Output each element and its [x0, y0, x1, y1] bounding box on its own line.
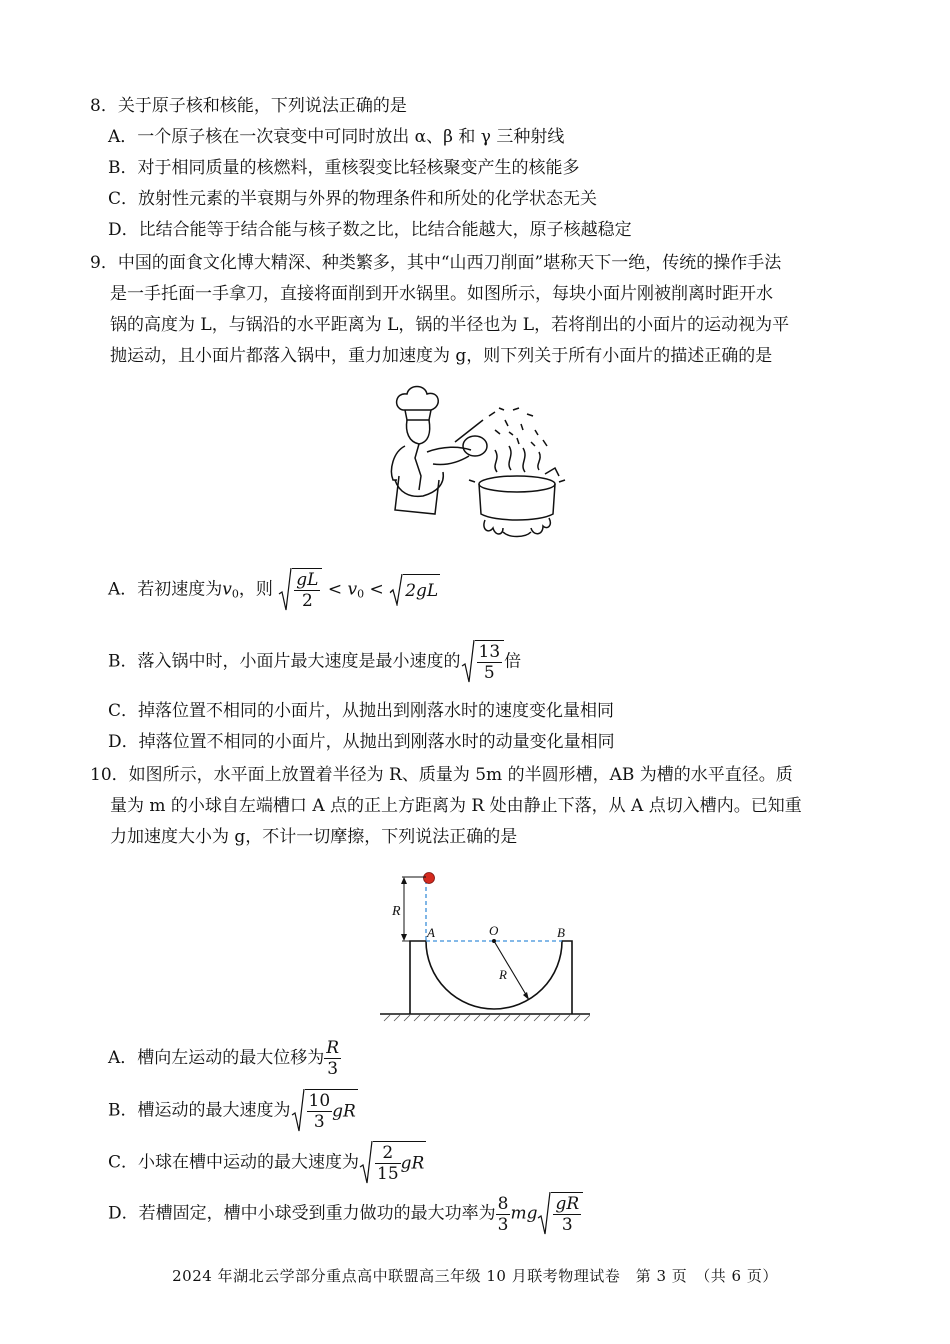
q9-option-b [108, 640, 521, 684]
q10-d-denominator: 3 [497, 1214, 509, 1235]
label-radius-R: R [499, 967, 507, 982]
q10-option-c-label: C．小球在槽中运动的最大速度为 [108, 1152, 360, 1173]
q10-stem-line-2: 量为 m 的小球自左端槽口 A 点的正上方距离为 R 处由静止下落，从 A 点切入槽内。已知重 [110, 796, 802, 816]
q10-b-denominator: 3 [313, 1112, 325, 1132]
q8-stem: 8．关于原子核和核能，下列说法正确的是 [90, 96, 407, 116]
sqrt-10-over-3-gR [291, 1089, 358, 1133]
q9-a-denominator: 2 [301, 591, 313, 611]
q8-option-d: D．比结合能等于结合能与核子数之比，比结合能越大，原子核越稳定 [108, 220, 632, 240]
q9-option-a [108, 568, 440, 612]
q10-d-rad-denominator: 3 [561, 1215, 573, 1235]
q10-option-d [108, 1192, 583, 1236]
ground-hatch [384, 1015, 590, 1021]
q9-b-denominator: 5 [483, 663, 495, 683]
v0-subscript-mid: 0 [357, 587, 365, 601]
q10-c-denominator: 15 [377, 1164, 399, 1184]
v0-symbol: v [222, 579, 232, 600]
q10-option-b [108, 1089, 358, 1133]
q10-option-b-label: B．槽运动的最大速度为 [108, 1100, 291, 1121]
q10-option-d-label: D．若槽固定，槽中小球受到重力做功的最大功率为 [108, 1203, 496, 1224]
q10-d-mg: mg [510, 1203, 538, 1224]
groove-body [410, 941, 572, 1014]
q9-option-b-label: B．落入锅中时，小面片最大速度是最小速度的 [108, 651, 461, 672]
sqrt-gR-over-3 [537, 1192, 583, 1236]
semicircle-groove-diagram [380, 866, 590, 1026]
q8-option-a: A．一个原子核在一次衰变中可同时放出 α、β 和 γ 三种射线 [108, 127, 565, 147]
q9-b-numerator: 13 [478, 642, 501, 662]
q10-option-c [108, 1141, 426, 1185]
label-O: O [489, 923, 499, 938]
less-than-1: < [322, 579, 348, 600]
q9-option-c: C．掉落位置不相同的小面片，从抛出到刚落水时的速度变化量相同 [108, 701, 615, 721]
sqrt-2gL [389, 574, 440, 606]
q9-option-d: D．掉落位置不相同的小面片，从抛出到刚落水时的动量变化量相同 [108, 732, 615, 752]
q10-b-gR: gR [332, 1101, 356, 1122]
q9-stem-line-1: 9．中国的面食文化博大精深、种类繁多，其中“山西刀削面”堪称天下一绝，传统的操作手法 [90, 253, 782, 273]
page-footer: 2024 年湖北云学部分重点高中联盟高三年级 10 月联考物理试卷 第 3 页 （共 6 页） [172, 1267, 778, 1285]
q9-a-numerator: gL [296, 570, 319, 590]
q10-d-numerator: 8 [497, 1193, 509, 1214]
v0-subscript: 0 [231, 587, 239, 601]
q9-stem-line-4: 抛运动，且小面片都落入锅中，重力加速度为 g，则下列关于所有小面片的描述正确的是 [110, 346, 773, 366]
q9-stem-line-3: 锅的高度为 L，与锅沿的水平距离为 L，锅的半径也为 L，若将削出的小面片的运动视为平 [110, 315, 790, 335]
label-A: A [427, 925, 435, 940]
q9-option-a-label: A．若初速度为 [108, 579, 223, 600]
sqrt-gL-over-2 [278, 568, 322, 612]
q8-option-b: B．对于相同质量的核燃料，重核裂变比轻核聚变产生的核能多 [108, 158, 580, 178]
q9-option-a-comma: ，则 [238, 579, 273, 600]
chef-noodle-illustration [385, 380, 570, 540]
label-height-R: R [392, 904, 401, 919]
q8-option-c: C．放射性元素的半衰期与外界的物理条件和所处的化学状态无关 [108, 189, 598, 209]
q9-a-radicand: 2gL [403, 574, 440, 606]
q10-b-numerator: 10 [308, 1091, 331, 1111]
sqrt-2-over-15-gR [359, 1141, 426, 1185]
q10-stem-line-1: 10．如图所示，水平面上放置着半径为 R、质量为 5m 的半圆形槽，AB 为槽的水平直径。质 [90, 765, 793, 785]
q9-option-b-suffix: 倍 [504, 651, 522, 672]
q10-option-a [108, 1038, 341, 1079]
label-B: B [557, 925, 565, 940]
q10-c-gR: gR [400, 1153, 425, 1174]
ball [424, 873, 435, 884]
q10-stem-line-3: 力加速度大小为 g，不计一切摩擦，下列说法正确的是 [110, 827, 518, 847]
q9-stem-line-2: 是一手托面一手拿刀，直接将面削到开水锅里。如图所示，每块小面片刚被削离时距开水 [110, 284, 773, 304]
q10-d-rad-numerator: gR [555, 1194, 580, 1214]
q10-option-a-label: A．槽向左运动的最大位移为 [108, 1048, 325, 1068]
sqrt-13-over-5 [461, 640, 505, 684]
q10-c-numerator: 2 [375, 1143, 401, 1164]
q10-a-denominator: 3 [327, 1059, 339, 1079]
q10-a-numerator: R [326, 1038, 340, 1058]
v0-symbol-mid: v [347, 579, 358, 600]
less-than-2: < [364, 579, 390, 600]
